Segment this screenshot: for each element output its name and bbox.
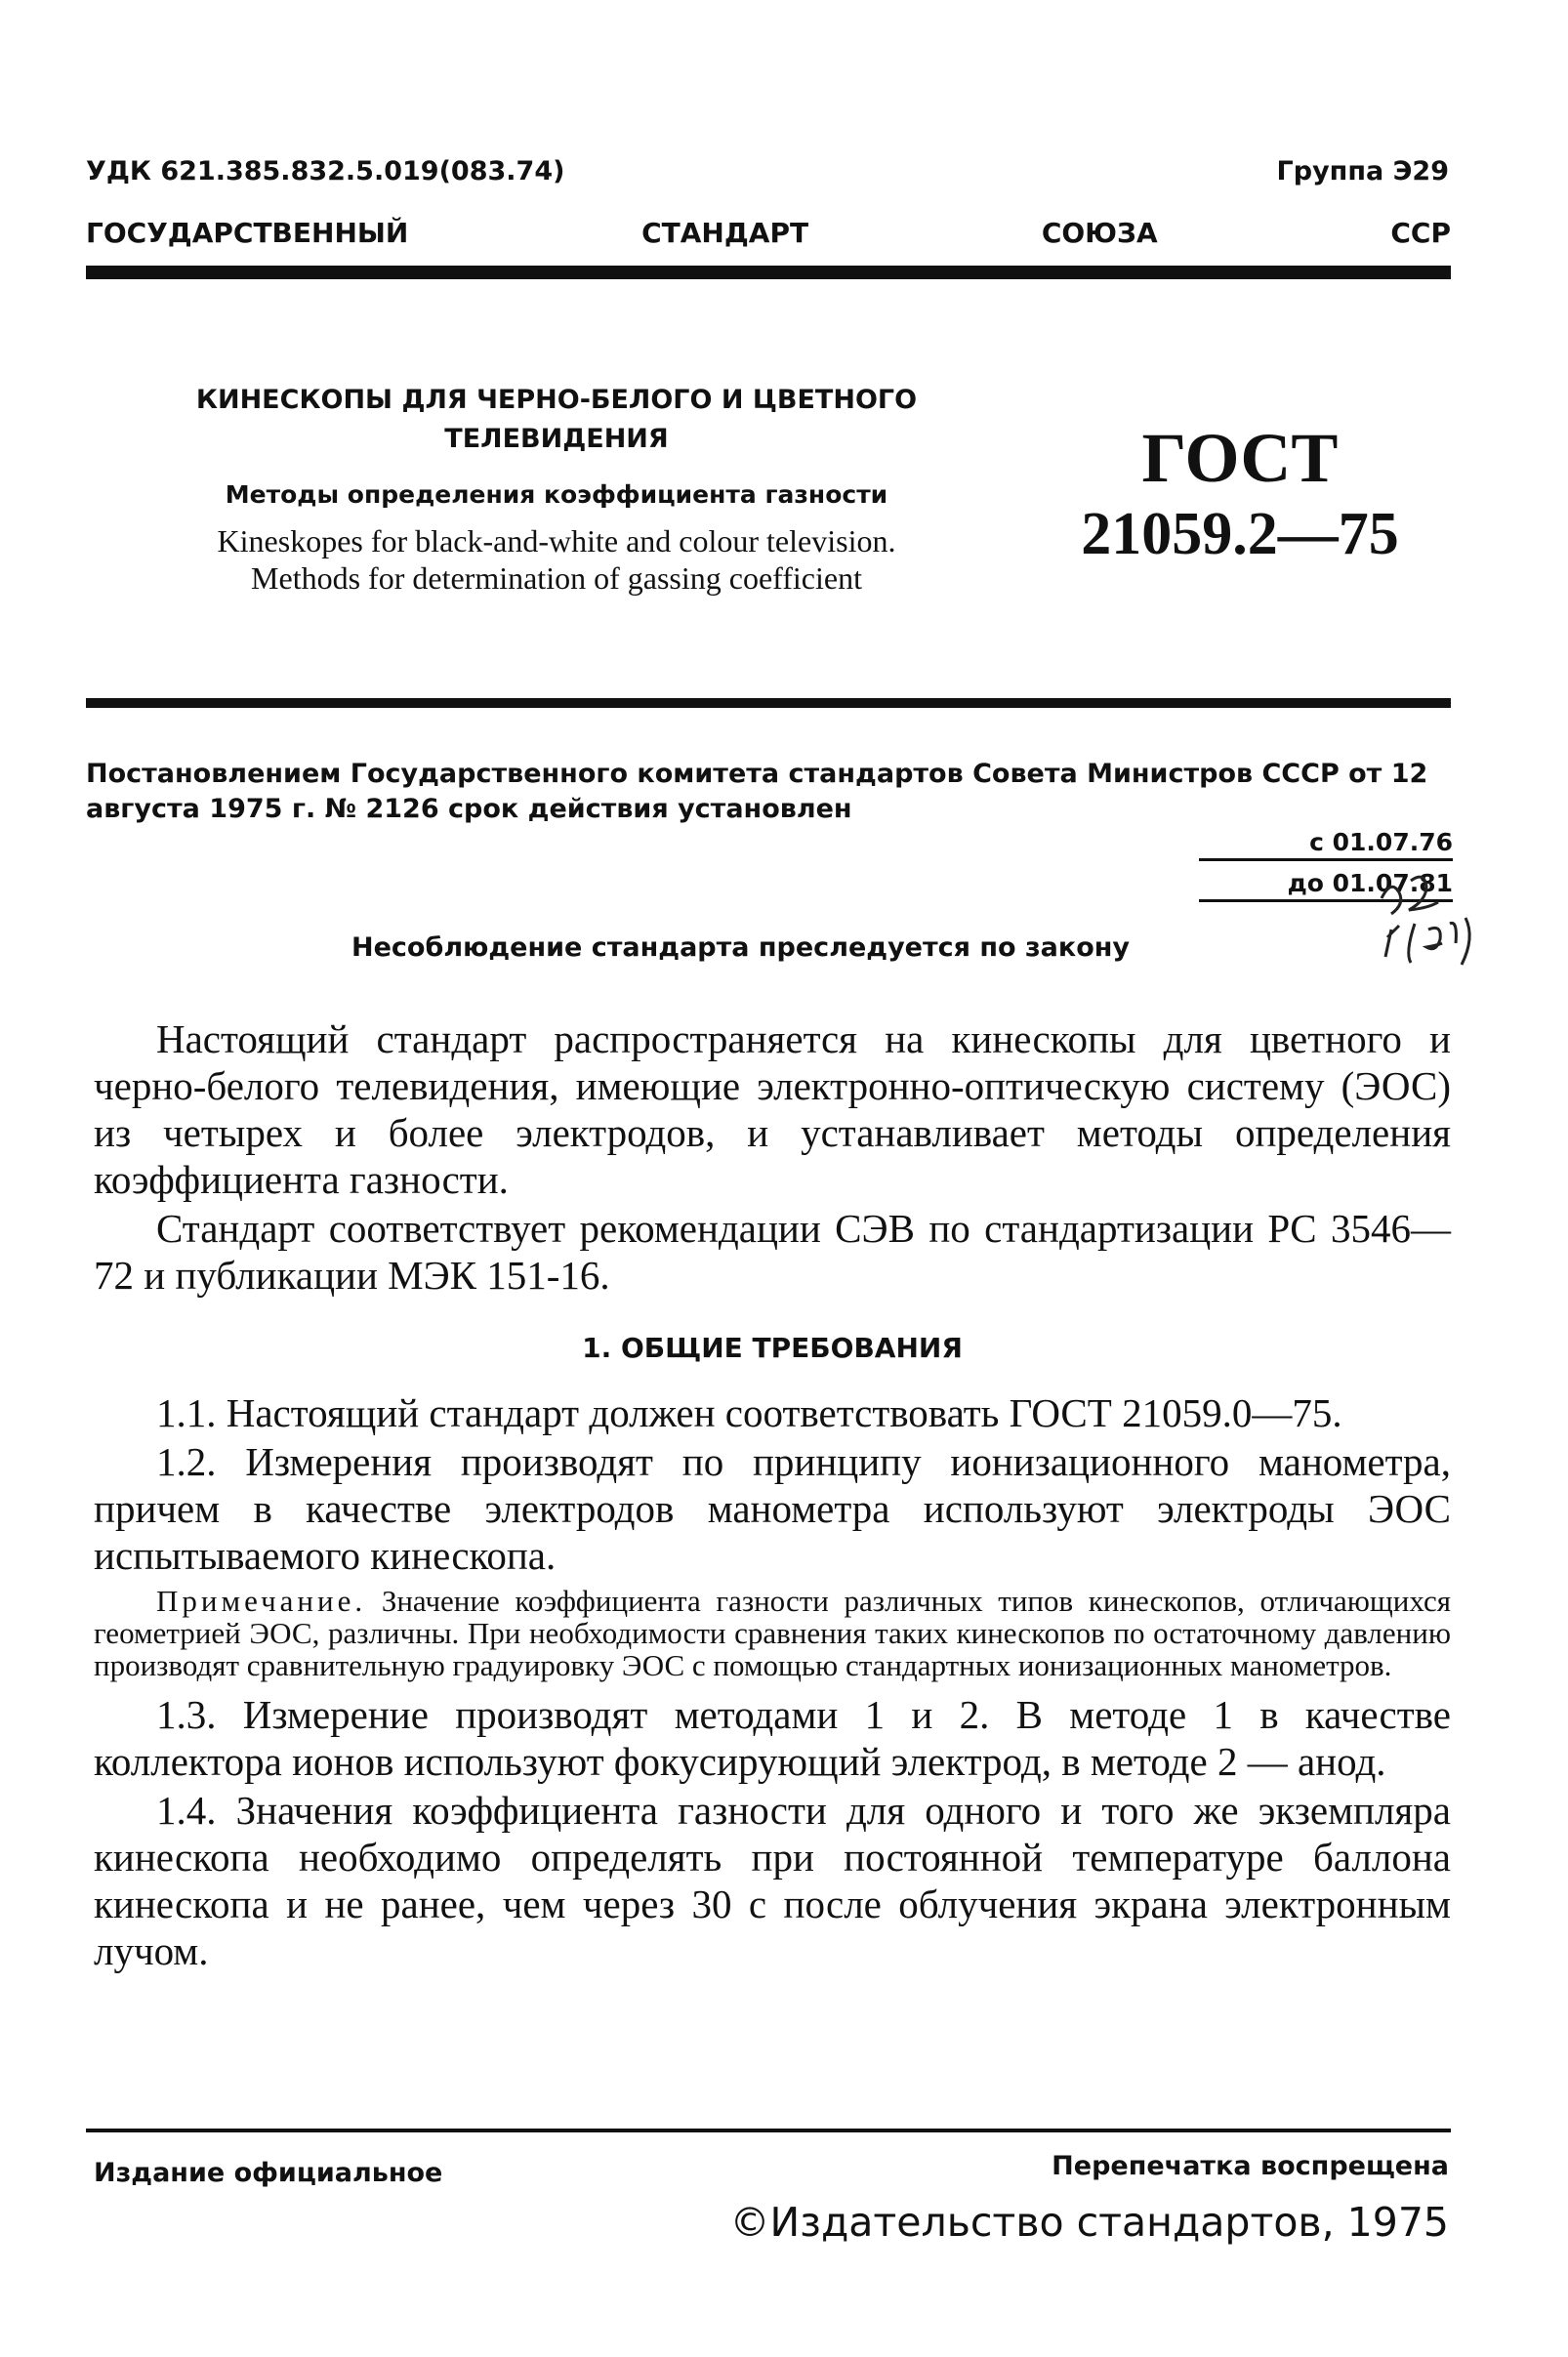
section-heading: 1. ОБЩИЕ ТРЕБОВАНИЯ [582,1332,963,1364]
title-ru: КИНЕСКОПЫ ДЛЯ ЧЕРНО-БЕЛОГО И ЦВЕТНОГО ТЕЛЕВИДЕНИЯ [195,385,918,454]
title-en-line: Methods for determination of gassing coefficient [251,560,862,596]
clause-1-4: 1.4. Значения коэффициента газности для одного и того же экземпляра кинескопа необходимо определять при постоянной температуре баллона кинескопа и не ранее, чем через 30 с после облучения экрана электронным лучом. [94,1788,1451,1973]
bottom-divider [86,2129,1451,2132]
intro-paragraph: Стандарт соответствует рекомендации СЭВ по стандартизации PC 3546—72 и публикации МЭК 151-16. [94,1206,1451,1298]
note-label: Примечание. [156,1584,367,1618]
handwritten-annotation-icon [1372,861,1518,978]
title-en [137,522,976,597]
gost-label: ГОСТ [1141,419,1339,497]
publisher-copyright: ©Издательство стандартов, 1975 [729,2199,1449,2246]
clause-1-1: 1.1. Настоящий стандарт должен соответствовать ГОСТ 21059.0—75. [156,1390,1342,1435]
banner-word: ГОСУДАРСТВЕННЫЙ [86,217,409,249]
gost-number: 21059.2—75 [1081,501,1399,567]
document-body [94,1015,1451,1974]
edition-label: Издание официальное [94,2158,443,2188]
title-block [137,381,976,597]
intro-paragraph: Настоящий стандарт распространяется на кинескопы для цветного и черно-белого телевидения, имеющие электронно-оптическую систему (ЭОС) из четырех и более электродов, и устанавливает методы определения коэффициента газности. [94,1016,1451,1202]
udk-code: УДК 621.385.832.5.019(083.74) [86,156,565,186]
subtitle-ru: Методы определения коэффициента газности [225,480,888,509]
clause-1-2: 1.2. Измерения производят по принципу ионизационного манометра, причем в качестве электродов манометра используют электроды ЭОС испытываемого кинескопа. [94,1439,1451,1578]
title-en-line: Kineskopes for black-and-white and colour television. [217,523,896,558]
law-notice: Несоблюдение стандарта преследуется по закону [351,932,1131,963]
banner-word: СТАНДАРТ [641,217,809,249]
top-divider [86,266,1451,279]
decree-text: Постановлением Государственного комитета стандартов Совета Министров СССР от 12 августа 1975 г. № 2126 срок действия установлен [86,759,1428,824]
group-code: Группа Э29 [1276,156,1449,186]
valid-from: с 01.07.76 [1199,828,1453,861]
valid-to: до 01.07.81 [1199,869,1453,902]
state-standard-banner [86,217,1451,249]
gost-designation [1045,420,1435,572]
banner-word: ССР [1390,217,1451,249]
reprint-notice: Перепечатка воспрещена [1052,2151,1449,2181]
banner-word: СОЮЗА [1041,217,1158,249]
middle-divider [86,698,1451,708]
clause-1-3: 1.3. Измерение производят методами 1 и 2. В методе 1 в качестве коллектора ионов используют фокусирующий электрод, в методе 2 — анод. [94,1692,1451,1784]
note-text: Значение коэффициента газности различных типов кинескопов, отличающихся геометрией ЭОС, различны. При необходимости сравнения таких кинескопов по остаточному давлению производят сравнительную градуировку ЭОС с помощью стандартных ионизационных манометров. [94,1584,1451,1682]
note [94,1585,1451,1681]
